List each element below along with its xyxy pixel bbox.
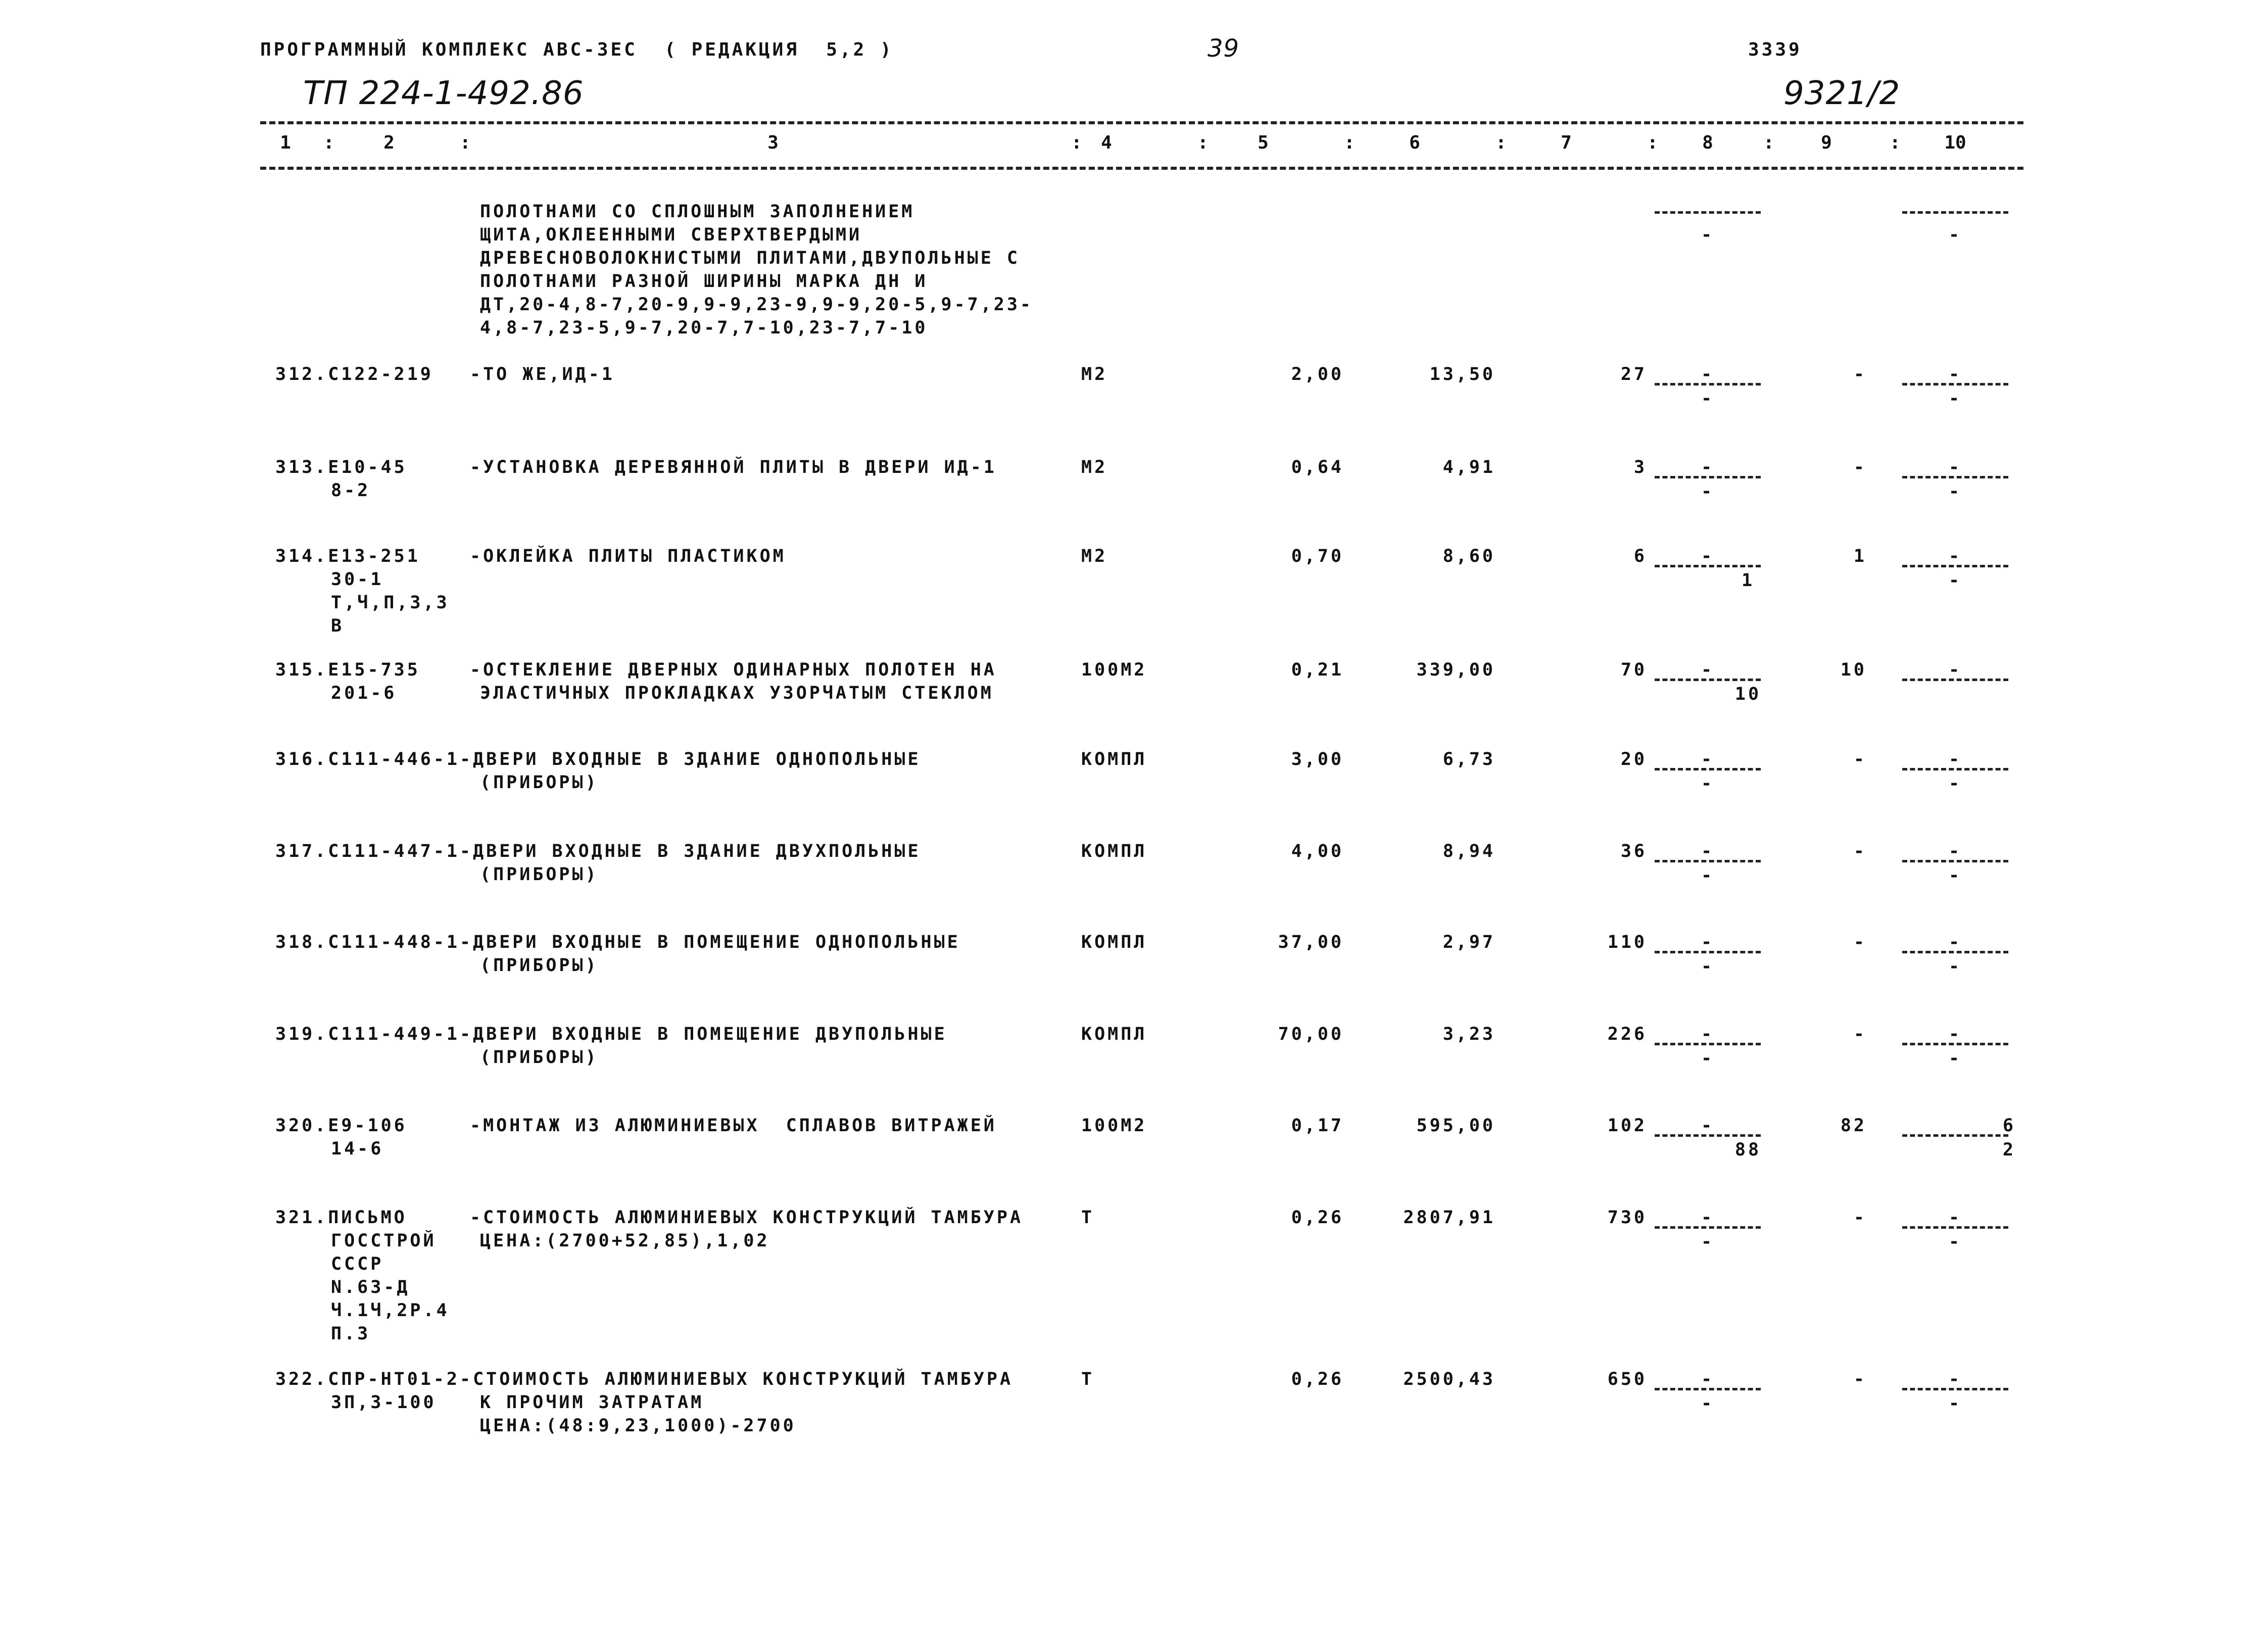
total-cost-cell: 20 <box>1620 749 1647 769</box>
fraction-line <box>1902 768 2008 770</box>
col8-top-value: - <box>1701 749 1715 769</box>
intro-text-line: ЩИТА,ОКЛЕЕННЫМИ СВЕРХТВЕРДЫМИ <box>480 225 862 245</box>
quantity-cell: 0,21 <box>1291 660 1344 680</box>
fraction-line <box>1902 860 2008 862</box>
column-number: 5 <box>1258 132 1269 153</box>
col10-top-value: - <box>1948 841 1962 861</box>
item-name-line: (ПРИБОРЫ) <box>480 773 599 793</box>
quantity-cell: 70,00 <box>1278 1024 1344 1044</box>
intro-text-line: ДТ,20-4,8-7,20-9,9-9,23-9,9-9,20-5,9-7,23- <box>480 295 1034 315</box>
column-separator: : <box>1197 132 1209 153</box>
program-header: ПРОГРАММНЫЙ КОМПЛЕКС АВС-3ЕС ( РЕДАКЦИЯ 5,2 ) <box>260 39 894 60</box>
col10-bottom-value: - <box>1948 389 1962 409</box>
unit-price-cell: 595,00 <box>1416 1116 1495 1136</box>
fraction-line <box>1902 951 2008 953</box>
quantity-cell: 3,00 <box>1291 749 1344 769</box>
item-name-line: (ПРИБОРЫ) <box>480 864 599 885</box>
sheet-reference: 9321/2 <box>1783 75 1901 112</box>
column-number: 2 <box>383 132 395 153</box>
col10-bottom-value: - <box>1948 1393 1962 1414</box>
col8-bottom-value: 10 <box>1734 684 1762 704</box>
item-code-line: 321.ПИСЬМО <box>275 1208 407 1228</box>
col10-bottom-value: - <box>1948 481 1962 502</box>
col9-value: - <box>1853 457 1867 477</box>
item-code-line: 318.С111-448-1-ДВЕРИ ВХОДНЫЕ В ПОМЕЩЕНИЕ ОДНОПОЛЬНЫЕ <box>275 932 960 952</box>
col8-top-value: - <box>1701 1369 1715 1389</box>
intro-text-line: ПОЛОТНАМИ РАЗНОЙ ШИРИНЫ МАРКА ДН И <box>480 271 928 292</box>
col10-top-value: 6 <box>2002 1116 2016 1136</box>
col9-value: - <box>1853 841 1867 861</box>
total-cost-cell: 730 <box>1607 1208 1647 1228</box>
col9-value: 10 <box>1840 660 1867 680</box>
item-name-line: (ПРИБОРЫ) <box>480 1047 599 1068</box>
item-code-line: 30-1 <box>331 569 384 590</box>
document-number: 3339 <box>1748 39 1802 60</box>
column-number: 9 <box>1821 132 1832 153</box>
unit-price-cell: 2,97 <box>1442 932 1495 952</box>
item-name-line: -ТО ЖЕ,ИД-1 <box>470 364 615 384</box>
col10-bottom-value: 2 <box>2002 1140 2016 1160</box>
col10-top-value: - <box>1948 1369 1962 1389</box>
item-code-line: Ч.1Ч,2Р.4 <box>331 1300 450 1321</box>
item-name-line: (ПРИБОРЫ) <box>480 955 599 976</box>
fraction-line <box>1902 679 2008 681</box>
unit-price-cell: 2500,43 <box>1403 1369 1495 1389</box>
column-separator: : <box>1495 132 1507 153</box>
col8-top-value: - <box>1701 1116 1715 1136</box>
fraction-line <box>1902 1226 2008 1229</box>
item-code-line: 315.Е15-735 <box>275 660 420 680</box>
item-code-line: П.3 <box>331 1324 371 1344</box>
col10-bottom-value: - <box>1948 865 1962 886</box>
col8-bottom-value: - <box>1701 865 1715 886</box>
unit-price-cell: 3,23 <box>1442 1024 1495 1044</box>
item-name-line: -ОСТЕКЛЕНИЕ ДВЕРНЫХ ОДИНАРНЫХ ПОЛОТЕН НА <box>470 660 997 680</box>
item-code-line: 8-2 <box>331 480 371 501</box>
unit-cell: М2 <box>1081 546 1108 566</box>
col10-bottom-value: - <box>1948 225 1962 245</box>
fraction-line <box>1902 476 2008 478</box>
col10-top-value: - <box>1948 364 1962 384</box>
total-cost-cell: 102 <box>1607 1116 1647 1136</box>
item-name-line: ЦЕНА:(48:9,23,1000)-2700 <box>480 1416 796 1436</box>
col10-top-value: - <box>1948 660 1962 680</box>
col8-top-value: - <box>1701 1208 1715 1228</box>
col10-bottom-value: - <box>1948 1232 1962 1252</box>
unit-price-cell: 8,60 <box>1442 546 1495 566</box>
total-cost-cell: 650 <box>1607 1369 1647 1389</box>
total-cost-cell: 110 <box>1607 932 1647 952</box>
unit-cell: М2 <box>1081 364 1108 384</box>
column-number: 10 <box>1944 132 1966 153</box>
item-code-line: 319.С111-449-1-ДВЕРИ ВХОДНЫЕ В ПОМЕЩЕНИЕ ДВУПОЛЬНЫЕ <box>275 1024 947 1044</box>
item-name-line: -СТОИМОСТЬ АЛЮМИНИЕВЫХ КОНСТРУКЦИЙ ТАМБУРА <box>470 1208 1024 1228</box>
column-separator: : <box>1763 132 1774 153</box>
column-number: 1 <box>280 132 291 153</box>
item-code-line: СССР <box>331 1254 384 1274</box>
item-name-line: К ПРОЧИМ ЗАТРАТАМ <box>480 1392 704 1413</box>
column-separator: : <box>323 132 334 153</box>
col8-top-value: - <box>1701 1024 1715 1044</box>
col8-top-value: - <box>1701 841 1715 861</box>
column-separator: : <box>1890 132 1901 153</box>
quantity-cell: 2,00 <box>1291 364 1344 384</box>
item-code-line: 314.Е13-251 <box>275 546 420 566</box>
unit-cell: 100М2 <box>1081 660 1147 680</box>
col9-value: 1 <box>1853 546 1867 566</box>
col8-bottom-value: 88 <box>1734 1140 1762 1160</box>
quantity-cell: 0,26 <box>1291 1369 1344 1389</box>
unit-price-cell: 4,91 <box>1442 457 1495 477</box>
unit-price-cell: 6,73 <box>1442 749 1495 769</box>
col10-top-value: - <box>1948 749 1962 769</box>
col8-top-value: - <box>1701 457 1715 477</box>
project-code: ТП 224-1-492.86 <box>303 75 584 112</box>
column-number: 6 <box>1409 132 1420 153</box>
item-code-line: 316.С111-446-1-ДВЕРИ ВХОДНЫЕ В ЗДАНИЕ ОДНОПОЛЬНЫЕ <box>275 749 921 769</box>
column-number: 8 <box>1702 132 1713 153</box>
col9-value: - <box>1853 1024 1867 1044</box>
column-separator: : <box>1071 132 1082 153</box>
page-number: 39 <box>1208 34 1240 63</box>
unit-cell: М2 <box>1081 457 1108 477</box>
col10-bottom-value: - <box>1948 956 1962 977</box>
unit-cell: КОМПЛ <box>1081 932 1147 952</box>
item-code-line: 313.Е10-45 <box>275 457 407 477</box>
col8-bottom-value: - <box>1701 774 1715 794</box>
total-cost-cell: 36 <box>1620 841 1647 861</box>
item-code-line: 317.С111-447-1-ДВЕРИ ВХОДНЫЕ В ЗДАНИЕ ДВУХПОЛЬНЫЕ <box>275 841 921 861</box>
unit-price-cell: 13,50 <box>1429 364 1495 384</box>
unit-price-cell: 8,94 <box>1442 841 1495 861</box>
col9-value: - <box>1853 364 1867 384</box>
item-code-line: 320.Е9-106 <box>275 1116 407 1136</box>
item-code-line: ГОССТРОЙ <box>331 1231 437 1251</box>
item-name-line: -УСТАНОВКА ДЕРЕВЯННОЙ ПЛИТЫ В ДВЕРИ ИД-1 <box>470 457 997 477</box>
col8-top-value: - <box>1701 660 1715 680</box>
quantity-cell: 0,64 <box>1291 457 1344 477</box>
col8-top-value: - <box>1701 932 1715 952</box>
item-code-line: Т,Ч,П,3,3 <box>331 593 450 613</box>
intro-text-line: 4,8-7,23-5,9-7,20-7,7-10,23-7,7-10 <box>480 318 928 338</box>
item-code-line: 201-6 <box>331 683 397 703</box>
col8-bottom-value: - <box>1701 956 1715 977</box>
item-code-line: 3П,3-100 <box>331 1392 437 1413</box>
col10-top-value: - <box>1948 546 1962 566</box>
total-cost-cell: 3 <box>1633 457 1647 477</box>
col10-top-value: - <box>1948 932 1962 952</box>
total-cost-cell: 226 <box>1607 1024 1647 1044</box>
header-rule-top <box>260 121 2023 124</box>
unit-cell: Т <box>1081 1369 1095 1389</box>
item-code-line: 322.СПР-НТ01-2-СТОИМОСТЬ АЛЮМИНИЕВЫХ КОНСТРУКЦИЙ ТАМБУРА <box>275 1369 1014 1389</box>
item-name-line: -МОНТАЖ ИЗ АЛЮМИНИЕВЫХ СПЛАВОВ ВИТРАЖЕЙ <box>470 1116 997 1136</box>
unit-cell: КОМПЛ <box>1081 841 1147 861</box>
col8-bottom-value: - <box>1701 1393 1715 1414</box>
column-separator: : <box>460 132 471 153</box>
fraction-line <box>1902 1388 2008 1390</box>
column-number: 7 <box>1561 132 1572 153</box>
col8-top-value: - <box>1701 364 1715 384</box>
fraction-line <box>1902 565 2008 567</box>
column-number: 3 <box>767 132 779 153</box>
unit-price-cell: 339,00 <box>1416 660 1495 680</box>
quantity-cell: 0,17 <box>1291 1116 1344 1136</box>
item-name-line: ЭЛАСТИЧНЫХ ПРОКЛАДКАХ УЗОРЧАТЫМ СТЕКЛОМ <box>480 683 994 703</box>
fraction-line <box>1902 1043 2008 1045</box>
unit-cell: Т <box>1081 1208 1095 1228</box>
quantity-cell: 37,00 <box>1278 932 1344 952</box>
total-cost-cell: 27 <box>1620 364 1647 384</box>
col10-top-value: - <box>1948 1208 1962 1228</box>
col8-bottom-value: 1 <box>1741 570 1755 591</box>
quantity-cell: 0,26 <box>1291 1208 1344 1228</box>
col9-value: - <box>1853 1208 1867 1228</box>
fraction-line <box>1902 1134 2008 1137</box>
item-code-line: 312.С122-219 <box>275 364 433 384</box>
column-separator: : <box>1647 132 1658 153</box>
col9-value: - <box>1853 1369 1867 1389</box>
intro-text-line: ДРЕВЕСНОВОЛОКНИСТЫМИ ПЛИТАМИ,ДВУПОЛЬНЫЕ С <box>480 248 1020 268</box>
col8-bottom-value: - <box>1701 1048 1715 1069</box>
col8-bottom-value: - <box>1701 225 1715 245</box>
fraction-line <box>1902 211 2008 214</box>
quantity-cell: 0,70 <box>1291 546 1344 566</box>
col10-top-value: - <box>1948 1024 1962 1044</box>
unit-cell: 100М2 <box>1081 1116 1147 1136</box>
col8-top-value: - <box>1701 546 1715 566</box>
col9-value: - <box>1853 932 1867 952</box>
unit-price-cell: 2807,91 <box>1403 1208 1495 1228</box>
unit-cell: КОМПЛ <box>1081 749 1147 769</box>
col9-value: - <box>1853 749 1867 769</box>
fraction-line <box>1902 383 2008 385</box>
fraction-line <box>1655 211 1761 214</box>
total-cost-cell: 70 <box>1620 660 1647 680</box>
item-name-line: ЦЕНА:(2700+52,85),1,02 <box>480 1231 770 1251</box>
intro-text-line: ПОЛОТНАМИ СО СПЛОШНЫМ ЗАПОЛНЕНИЕМ <box>480 202 915 222</box>
item-name-line: -ОКЛЕЙКА ПЛИТЫ ПЛАСТИКОМ <box>470 546 786 566</box>
col8-bottom-value: - <box>1701 481 1715 502</box>
col8-bottom-value: - <box>1701 389 1715 409</box>
column-separator: : <box>1344 132 1355 153</box>
total-cost-cell: 6 <box>1633 546 1647 566</box>
header-rule-bottom <box>260 167 2023 170</box>
col9-value: 82 <box>1840 1116 1867 1136</box>
col10-top-value: - <box>1948 457 1962 477</box>
col10-bottom-value: - <box>1948 570 1962 591</box>
item-code-line: В <box>331 616 345 636</box>
quantity-cell: 4,00 <box>1291 841 1344 861</box>
item-code-line: N.63-Д <box>331 1277 410 1297</box>
column-number: 4 <box>1101 132 1112 153</box>
item-code-line: 14-6 <box>331 1139 384 1159</box>
col10-bottom-value: - <box>1948 1048 1962 1069</box>
col10-bottom-value: - <box>1948 774 1962 794</box>
col8-bottom-value: - <box>1701 1232 1715 1252</box>
unit-cell: КОМПЛ <box>1081 1024 1147 1044</box>
